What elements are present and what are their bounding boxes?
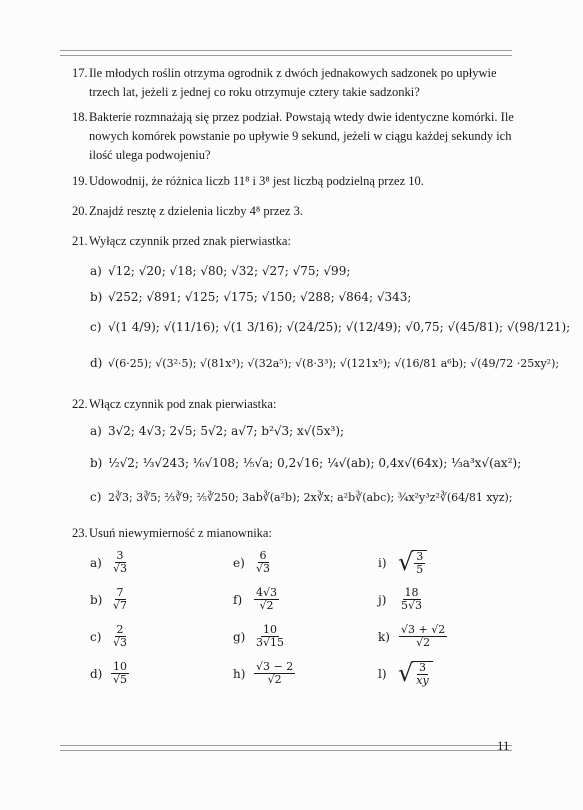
fraction (399, 587, 424, 612)
item-label: b) (90, 592, 103, 607)
denominator: xy (416, 674, 429, 687)
exercise-23a (90, 550, 130, 575)
numerator: 18 (404, 586, 419, 599)
fraction (111, 624, 129, 649)
problem-number: 20. (72, 204, 88, 218)
item-label: i) (378, 556, 387, 570)
denominator: √7 (113, 599, 128, 612)
problem-text: ilość ulega podwojeniu? (89, 148, 211, 162)
problem-20 (72, 202, 514, 221)
item-label: d) (90, 666, 103, 681)
problem-text: Bakterie rozmnażają się przez podział. Powstają wtedy dwie identyczne komórki. Ile (89, 110, 514, 124)
numerator: 4√3 (256, 586, 278, 599)
item-expression: √(6·25); √(3²·5); √(81x³); √(32a⁵); √(8·3³); √(121x⁵); √(16/81 a⁶b); √(49/72 ·25xy²); (108, 356, 560, 370)
fraction (399, 624, 447, 649)
exercise-21c (90, 320, 570, 334)
item-label: b) (90, 456, 103, 470)
exercise-23k (378, 624, 448, 649)
denominator: √3 (113, 562, 128, 575)
numerator: 3 (419, 661, 426, 674)
item-label: a) (90, 424, 102, 438)
item-label: e) (233, 555, 245, 570)
problem-23 (72, 524, 514, 543)
fraction (414, 662, 430, 687)
problem-text: Usuń niewymierność z mianownika: (89, 526, 272, 540)
denominator: 3√15 (256, 636, 285, 649)
exercise-23i (378, 550, 427, 576)
exercise-23l (378, 661, 433, 687)
item-label: a) (90, 264, 102, 278)
exercise-23c (90, 624, 130, 649)
exercise-22b (90, 456, 521, 470)
problem-text: Wyłącz czynnik przed znak pierwiastka: (89, 234, 291, 248)
exercise-23j (378, 587, 425, 612)
fraction (111, 661, 129, 686)
problem-number: 23. (72, 526, 88, 540)
fraction (111, 587, 129, 612)
exercise-23e (233, 550, 273, 575)
root-sign: √ (398, 659, 414, 687)
item-label: k) (378, 629, 390, 644)
problem-text: nowych komórek powstanie po upływie 9 sekund, jeżeli w ciągu każdej sekundy ich (89, 129, 512, 143)
item-label: a) (90, 555, 102, 570)
numerator: √3 − 2 (256, 660, 294, 673)
header-rule (60, 50, 512, 56)
numerator: 2 (116, 623, 124, 636)
problem-text: Włącz czynnik pod znak pierwiastka: (89, 397, 277, 411)
item-label: c) (90, 490, 102, 504)
item-expression: √(1 4/9); √(11/16); √(1 3/16); √(24/25); √(12/49); √0,75; √(45/81); √(98/121); (108, 320, 571, 334)
fraction (254, 587, 279, 612)
numerator: 6 (259, 549, 267, 562)
problem-text: trzech lat, jeżeli z jednej co roku otrzymuje cztery takie sadzonki? (89, 85, 420, 99)
item-expression: ½√2; ⅓√243; ⅙√108; ⅕√a; 0,2√16; ¼√(ab); 0,4x√(64x); ⅓a³x√(ax²); (108, 456, 522, 470)
footer-rule (60, 745, 512, 751)
exercise-23f (233, 587, 280, 612)
item-label: g) (233, 629, 246, 644)
denominator: √2 (416, 636, 431, 649)
problem-number: 22. (72, 397, 88, 411)
denominator: √5 (113, 673, 128, 686)
item-expression: 3√2; 4√3; 2√5; 5√2; a√7; b²√3; x√(5x³); (108, 424, 345, 438)
problem-17 (72, 64, 514, 102)
numerator: 3 (116, 549, 124, 562)
problem-21 (72, 232, 514, 251)
numerator: 10 (263, 623, 277, 636)
problem-text: Ile młodych roślin otrzyma ogrodnik z dwóch jednakowych sadzonek po upływie (89, 66, 497, 80)
denominator: √3 (113, 636, 128, 649)
problem-text: Udowodnij, że różnica liczb 11⁸ i 3⁸ jest liczbą podzielną przez 10. (89, 174, 424, 188)
problem-number: 18. (72, 110, 88, 124)
exercise-21b (90, 290, 411, 304)
numerator: √3 + √2 (401, 623, 446, 636)
item-label: f) (233, 592, 243, 607)
problem-18 (72, 108, 514, 165)
item-label: d) (90, 356, 103, 370)
item-label: h) (233, 666, 246, 681)
item-label: b) (90, 290, 103, 304)
radical (398, 661, 433, 687)
root-sign: √ (398, 548, 414, 576)
item-label: j) (378, 592, 387, 607)
denominator: 5√3 (401, 599, 423, 612)
denominator: 5 (416, 563, 424, 576)
exercise-21a (90, 264, 350, 278)
problem-text: Znajdź resztę z dzielenia liczby 4⁸ przez 3. (89, 204, 303, 218)
denominator: √2 (267, 673, 282, 686)
exercise-23g (233, 624, 287, 649)
numerator: 7 (116, 586, 124, 599)
exercise-23b (90, 587, 130, 612)
exercise-23d (90, 661, 130, 686)
exercise-22c (90, 490, 513, 504)
item-label: c) (90, 629, 102, 644)
problem-number: 21. (72, 234, 88, 248)
fraction (254, 661, 295, 686)
radical (398, 550, 427, 576)
problem-19 (72, 172, 514, 191)
item-label: l) (378, 667, 387, 681)
problem-number: 19. (72, 174, 88, 188)
fraction (254, 550, 272, 575)
exercise-22a (90, 424, 344, 438)
denominator: √2 (259, 599, 274, 612)
fraction (111, 550, 129, 575)
fraction (414, 551, 425, 576)
denominator: √3 (256, 562, 271, 575)
exercise-23h (233, 661, 296, 686)
fraction (254, 624, 286, 649)
numerator: 3 (416, 550, 424, 563)
item-expression: 2∛3; 3∛5; ⅔∛9; ⅖∛250; 3ab∛(a²b); 2x∛x; a²b∛(abc); ¾x²y³z²∛(64/81 xyz); (108, 490, 513, 504)
item-expression: √12; √20; √18; √80; √32; √27; √75; √99; (108, 264, 351, 278)
exercise-21d (90, 356, 559, 370)
problem-22 (72, 395, 514, 414)
problem-number: 17. (72, 66, 88, 80)
item-expression: √252; √891; √125; √175; √150; √288; √864; √343; (108, 290, 412, 304)
page-number: 11 (497, 738, 510, 753)
numerator: 10 (113, 660, 127, 673)
item-label: c) (90, 320, 102, 334)
